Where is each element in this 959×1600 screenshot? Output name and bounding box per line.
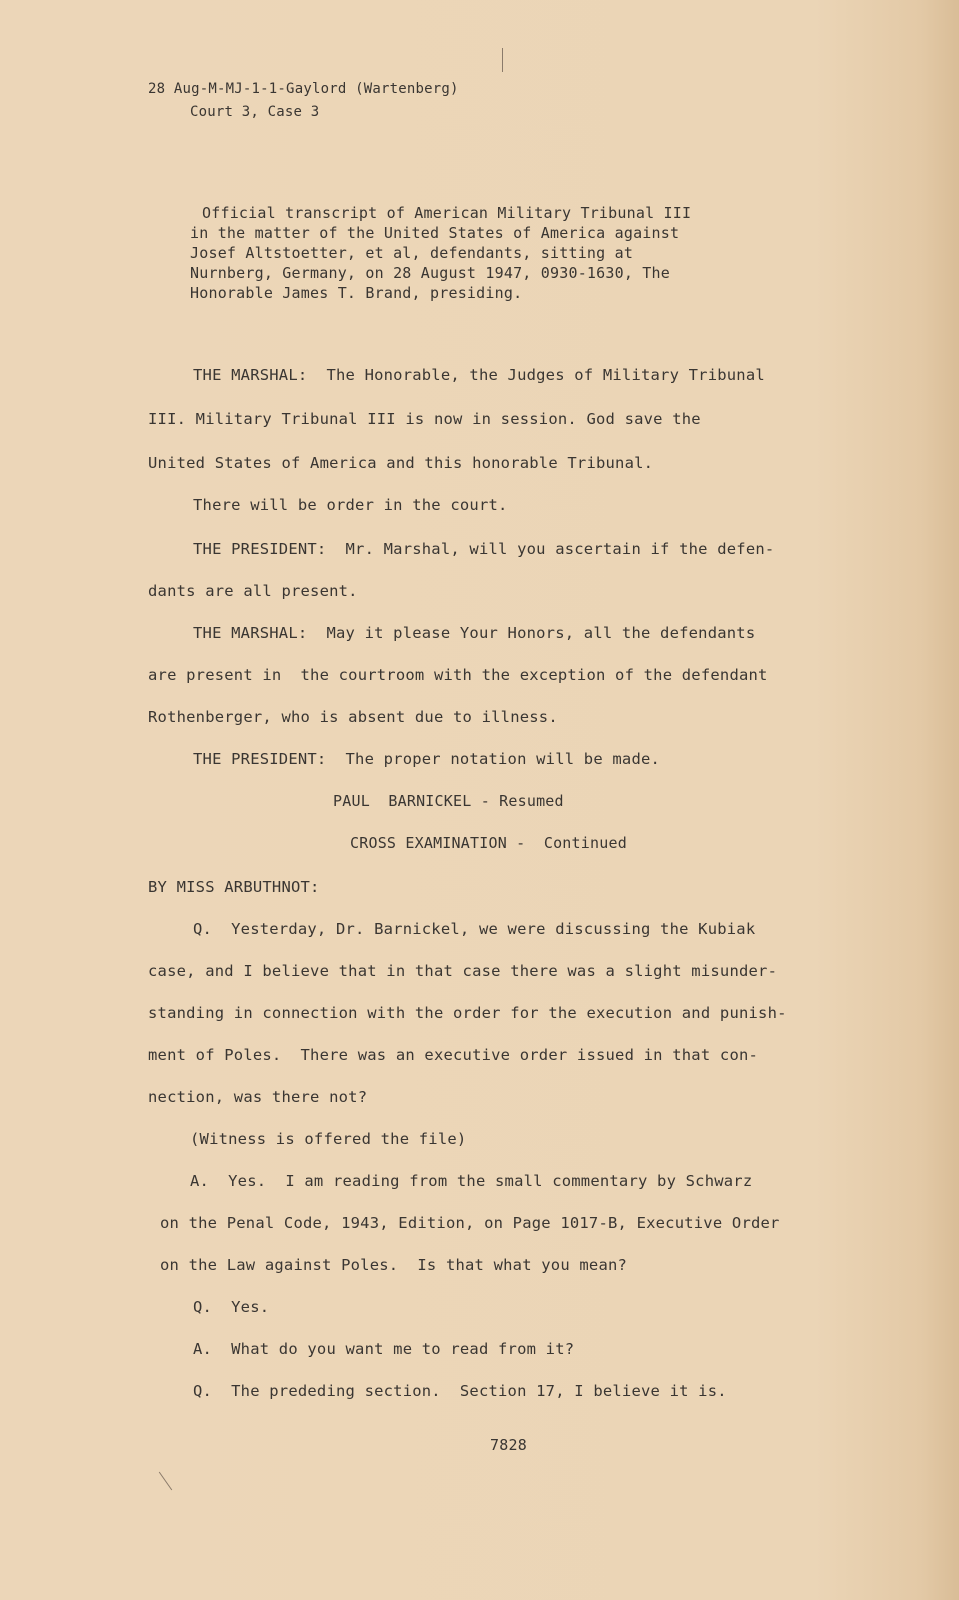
- body-line: (Witness is offered the file): [190, 1130, 467, 1148]
- body-line: THE MARSHAL: May it please Your Honors, all the defendants: [193, 624, 756, 642]
- intro-line: Honorable James T. Brand, presiding.: [190, 284, 523, 302]
- body-line: A. Yes. I am reading from the small commentary by Schwarz: [190, 1172, 753, 1190]
- page-number: 7828: [490, 1436, 527, 1454]
- body-line: on the Law against Poles. Is that what you mean?: [160, 1256, 628, 1274]
- body-line: United States of America and this honorable Tribunal.: [148, 454, 654, 472]
- stray-mark: [502, 48, 503, 72]
- header-court-case: Court 3, Case 3: [190, 104, 320, 120]
- body-line: standing in connection with the order for the execution and punish-: [148, 1004, 787, 1022]
- body-line: are present in the courtroom with the exception of the defendant: [148, 666, 768, 684]
- body-line: Rothenberger, who is absent due to illness.: [148, 708, 558, 726]
- witness-heading: PAUL BARNICKEL - Resumed: [333, 792, 564, 810]
- body-line: THE PRESIDENT: Mr. Marshal, will you ascertain if the defen-: [193, 540, 775, 558]
- body-line: dants are all present.: [148, 582, 358, 600]
- intro-line: Official transcript of American Military Tribunal III: [202, 204, 692, 222]
- body-line: THE PRESIDENT: The proper notation will be made.: [193, 750, 661, 768]
- body-line: Q. Yesterday, Dr. Barnickel, we were discussing the Kubiak: [193, 920, 756, 938]
- stray-mark: [159, 1472, 172, 1491]
- intro-line: Josef Altstoetter, et al, defendants, sitting at: [190, 244, 634, 262]
- body-line: ment of Poles. There was an executive order issued in that con-: [148, 1046, 759, 1064]
- examination-heading: CROSS EXAMINATION - Continued: [350, 834, 627, 852]
- examiner-heading: BY MISS ARBUTHNOT:: [148, 878, 320, 896]
- intro-line: Nurnberg, Germany, on 28 August 1947, 0930-1630, The: [190, 264, 670, 282]
- header-reference: 28 Aug-M-MJ-1-1-Gaylord (Wartenberg): [148, 81, 459, 97]
- body-line: A. What do you want me to read from it?: [193, 1340, 575, 1358]
- body-line: Q. The prededing section. Section 17, I believe it is.: [193, 1382, 727, 1400]
- body-line: THE MARSHAL: The Honorable, the Judges of Military Tribunal: [193, 366, 765, 384]
- intro-line: in the matter of the United States of America against: [190, 224, 680, 242]
- body-line: III. Military Tribunal III is now in session. God save the: [148, 410, 701, 428]
- body-line: on the Penal Code, 1943, Edition, on Page 1017-B, Executive Order: [160, 1214, 780, 1232]
- body-line: nection, was there not?: [148, 1088, 368, 1106]
- body-line: There will be order in the court.: [193, 496, 508, 514]
- body-line: case, and I believe that in that case there was a slight misunder-: [148, 962, 778, 980]
- body-line: Q. Yes.: [193, 1298, 270, 1316]
